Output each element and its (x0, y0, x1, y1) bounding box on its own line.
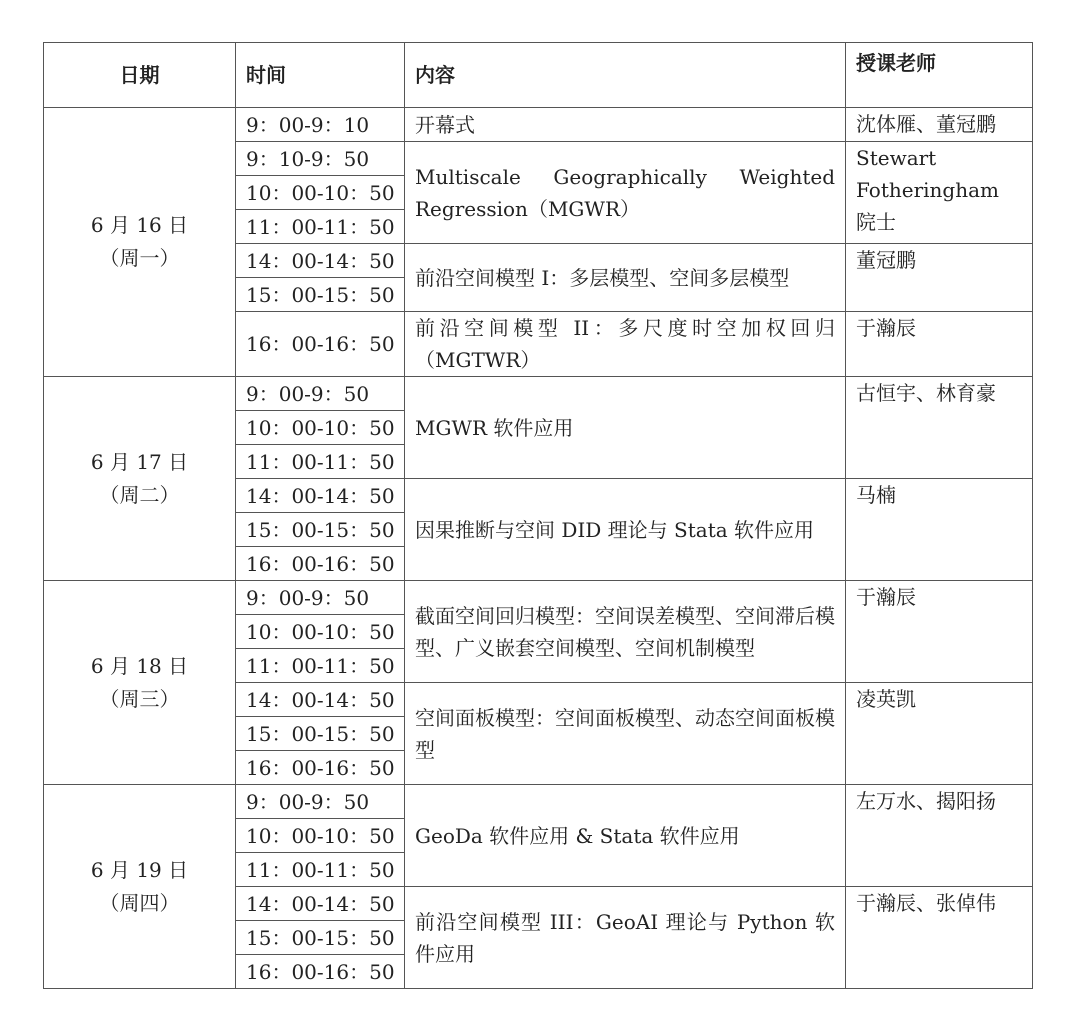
time-cell: 16：00-16：50 (236, 312, 405, 377)
teacher-cell: 古恒宇、林育豪 (846, 377, 1033, 479)
header-content: 内容 (405, 43, 846, 108)
header-teacher: 授课老师 (846, 43, 1033, 108)
time-cell: 15：00-15：50 (236, 921, 405, 955)
content-cell: 空间面板模型：空间面板模型、动态空间面板模型 (405, 683, 846, 785)
teacher-cell: 左万水、揭阳扬 (846, 785, 1033, 887)
time-cell: 14：00-14：50 (236, 887, 405, 921)
content-cell: Multiscale Geographically Weighted Regression（MGWR） (405, 142, 846, 244)
time-cell: 14：00-14：50 (236, 479, 405, 513)
date-label: 6 月 17 日 (90, 449, 189, 474)
weekday-label: （周一） (99, 246, 180, 270)
header-time: 时间 (236, 43, 405, 108)
table-row (44, 108, 1033, 142)
table-row (44, 581, 1033, 615)
time-cell: 16：00-16：50 (236, 547, 405, 581)
time-cell: 9：00-9：10 (236, 108, 405, 142)
teacher-cell: 凌英凯 (846, 683, 1033, 785)
date-label: 6 月 19 日 (90, 857, 189, 882)
time-cell: 9：10-9：50 (236, 142, 405, 176)
time-cell: 16：00-16：50 (236, 751, 405, 785)
time-cell: 9：00-9：50 (236, 581, 405, 615)
header-row (44, 43, 1033, 108)
time-cell: 16：00-16：50 (236, 955, 405, 989)
date-label: 6 月 16 日 (90, 213, 189, 237)
weekday-label: （周三） (99, 686, 180, 711)
date-cell (44, 377, 236, 581)
date-cell (44, 785, 236, 989)
date-cell (44, 581, 236, 785)
time-cell: 10：00-10：50 (236, 411, 405, 445)
time-cell: 10：00-10：50 (236, 176, 405, 210)
content-cell: 开幕式 (405, 108, 846, 142)
time-cell: 14：00-14：50 (236, 683, 405, 717)
teacher-cell: Stewart Fotheringham 院士 (846, 142, 1033, 244)
time-cell: 11：00-11：50 (236, 210, 405, 244)
table-row (44, 785, 1033, 819)
content-cell: 因果推断与空间 DID 理论与 Stata 软件应用 (405, 479, 846, 581)
header-date: 日期 (44, 43, 236, 108)
teacher-cell: 于瀚辰 (846, 312, 1033, 377)
weekday-label: （周四） (99, 890, 180, 915)
time-cell: 11：00-11：50 (236, 445, 405, 479)
content-cell: 前沿空间模型 I：多层模型、空间多层模型 (405, 244, 846, 312)
teacher-cell: 马楠 (846, 479, 1033, 581)
time-cell: 15：00-15：50 (236, 717, 405, 751)
teacher-cell: 沈体雁、董冠鹏 (846, 108, 1033, 142)
date-label: 6 月 18 日 (90, 653, 189, 678)
time-cell: 15：00-15：50 (236, 513, 405, 547)
teacher-cell: 于瀚辰 (846, 581, 1033, 683)
time-cell: 9：00-9：50 (236, 377, 405, 411)
schedule-body (44, 108, 1033, 989)
teacher-cell: 于瀚辰、张倬伟 (846, 887, 1033, 989)
time-cell: 10：00-10：50 (236, 615, 405, 649)
time-cell: 11：00-11：50 (236, 853, 405, 887)
content-cell: GeoDa 软件应用 & Stata 软件应用 (405, 785, 846, 887)
content-cell: 截面空间回归模型：空间误差模型、空间滞后模型、广义嵌套空间模型、空间机制模型 (405, 581, 846, 683)
teacher-cell: 董冠鹏 (846, 244, 1033, 312)
time-cell: 14：00-14：50 (236, 244, 405, 278)
time-cell: 15：00-15：50 (236, 278, 405, 312)
schedule-table (43, 42, 1033, 989)
time-cell: 11：00-11：50 (236, 649, 405, 683)
table-row (44, 377, 1033, 411)
content-cell: MGWR 软件应用 (405, 377, 846, 479)
time-cell: 10：00-10：50 (236, 819, 405, 853)
weekday-label: （周二） (99, 482, 180, 507)
content-cell: 前沿空间模型 II：多尺度时空加权回归（MGTWR） (405, 312, 846, 377)
date-cell (44, 108, 236, 377)
content-cell: 前沿空间模型 III：GeoAI 理论与 Python 软件应用 (405, 887, 846, 989)
time-cell: 9：00-9：50 (236, 785, 405, 819)
